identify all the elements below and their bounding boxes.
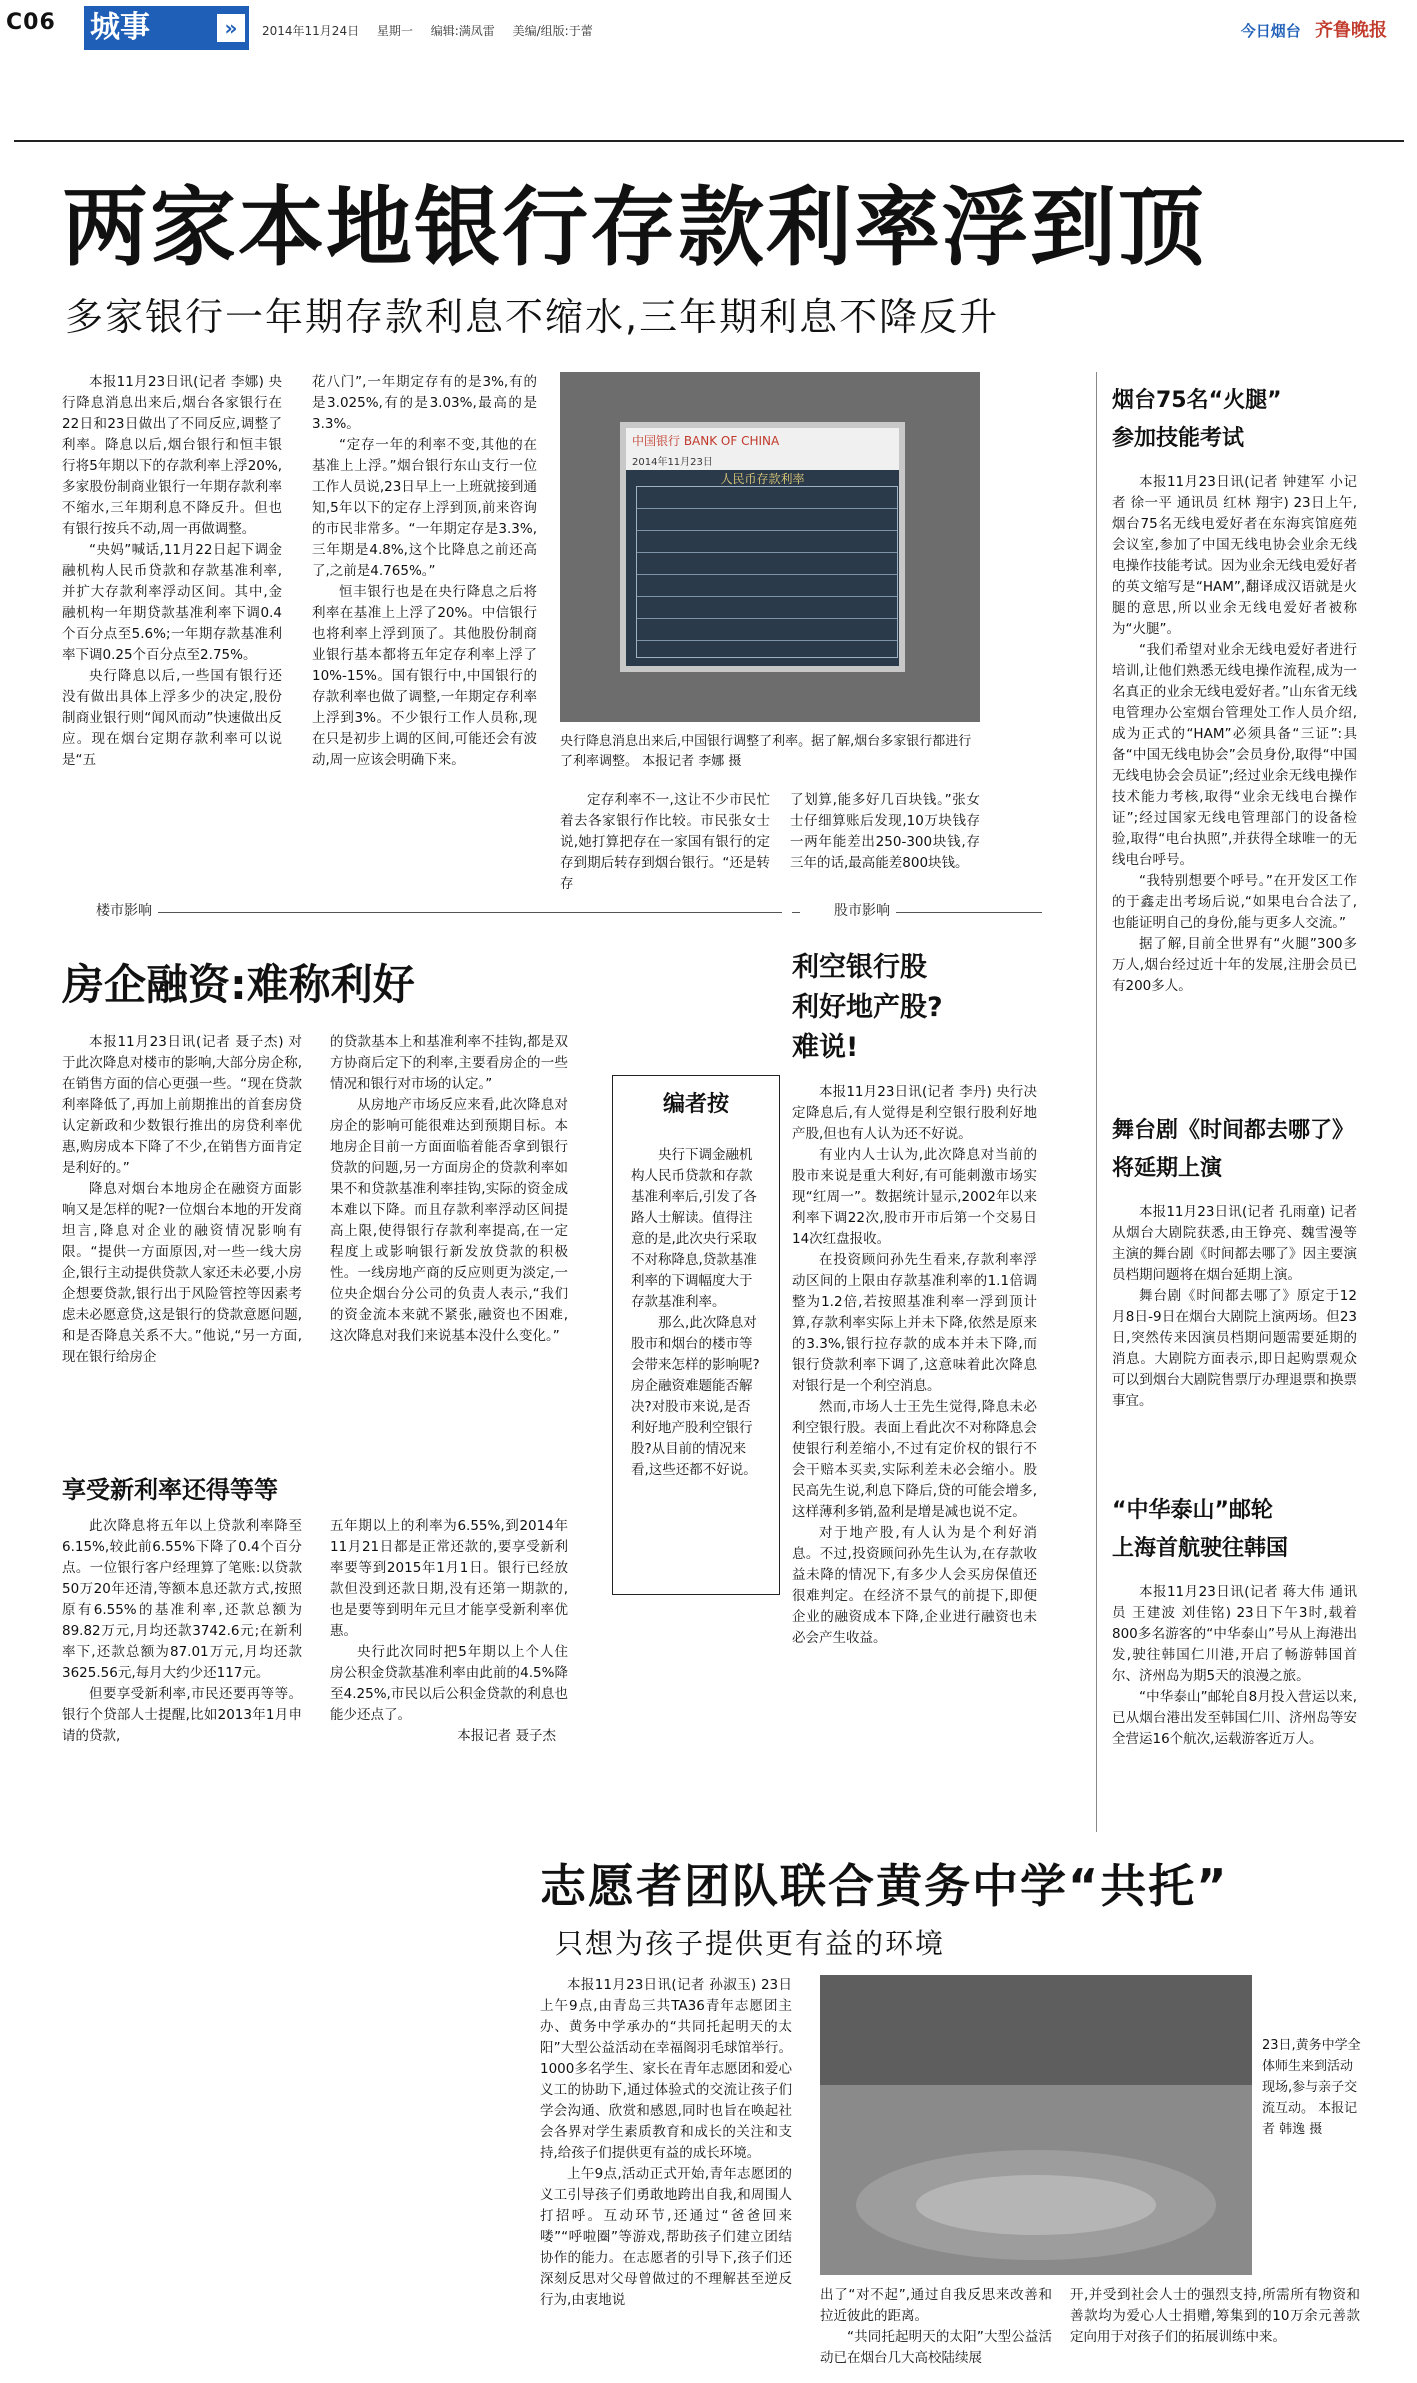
board-title: 人民币存款利率 [720, 472, 805, 486]
paragraph: 在投资顾问孙先生看来,存款利率浮动区间的上限由存款基准利率的1.1倍调整为1.2倍,若按照基准利率一浮到顶计算,存款利率实际上并未下降,依然是原来的3.3%,银行拉存款的成本并未下降,而银行贷款利率下调了,这意味着此次降息对银行是一个利空消息。 [792, 1252, 1037, 1394]
main-col2 [312, 372, 537, 771]
paragraph: 然而,市场人士王先生觉得,降息未必利空银行股。表面上看此次不对称降息会使银行利差缩小,不过有定价权的银行不会干赔本买卖,实际利差未必会缩小。股民高先生说,利息下降后,贷的可能会增多,这样薄利多销,盈利是增是减也说不定。 [792, 1399, 1037, 1520]
header-weekday: 星期一 [376, 24, 413, 38]
editor-note [612, 1075, 780, 1595]
paragraph: 本报11月23日讯(记者 孙淑玉) 23日上午9点,由青岛三共TA36青年志愿团主办、黄务中学承办的“共同托起明天的太阳”大型公益活动在幸福阁羽毛球馆举行。1000多名学生、家长在青年志愿团和爱心义工的协助下,通过体验式的交流让孩子们学会沟通、欣赏和感恩,同时也旨在唤起社会各界对学生素质教育和成长的关注和支持,给孩子们提供更有益的成长环境。 [540, 1977, 792, 2161]
paragraph: 央行降息以后,一些国有银行还没有做出具体上浮多少的决定,股份制商业银行则“闻风而动”快速做出反应。现在烟台定期存款利率可以说是“五 [62, 668, 282, 768]
paragraph: 据了解,目前全世界有“火腿”300多万人,烟台经过近十年的发展,注册会员已有200多人。 [1112, 936, 1357, 994]
stocks-tag: 股市影响 [800, 900, 896, 920]
paragraph: 对于地产股,有人认为是个利好消息。不过,投资顾问孙先生认为,在存款收益未降的情况下,有多少人会买房保值还很难判定。在经济不景气的前提下,即便企业的融资成本下降,企业进行融资也未必会产生收益。 [792, 1525, 1037, 1646]
title-line: “中华泰山”邮轮 [1112, 1498, 1273, 1523]
header-meta [262, 22, 607, 39]
section-title: 城事 [90, 10, 150, 45]
paragraph: “央妈”喊话,11月22日起下调金融机构人民币贷款和存款基准利率,并扩大存款利率浮动区间。其中,金融机构一年期贷款基准利率下调0.4个百分点至5.6%;一年期存款基准利率下调0.25个百分点至2.75%。 [62, 542, 282, 663]
section-label [84, 6, 249, 50]
title-line: 上海首航驶往韩国 [1112, 1536, 1289, 1561]
sidebar-story1-body [1112, 472, 1357, 997]
brand-logo: 齐鲁晚报 [1315, 20, 1387, 41]
volunteer-subtitle: 只想为孩子提供更有益的环境 [555, 1927, 946, 1960]
paragraph: 央行下调金融机构人民币贷款和存款基准利率后,引发了各路人士解读。值得注意的是,此次央行采取不对称降息,贷款基准利率的下调幅度大于存款基准利率。 [631, 1147, 757, 1310]
paragraph: 本报11月23日讯(记者 李丹) 央行决定降息后,有人觉得是利空银行股利好地产股,但也有人认为还不好说。 [792, 1084, 1037, 1142]
volunteer-col1 [540, 1975, 792, 2311]
rate-grid [636, 486, 898, 658]
title-line: 参加技能考试 [1112, 426, 1245, 451]
header-rule [14, 140, 1404, 142]
paragraph: 降息对烟台本地房企在融资方面影响又是怎样的呢?一位烟台本地的开发商坦言,降息对企业的融资情况影响有限。“提供一方面原因,对一些一线大房企,银行主动提供贷款人家还未必要,小房企想要贷款,银行出于风险管控等因素考虑未必愿意贷,这是银行的贷款意愿问题,和是否降息关系不大。”他说,“另一方面,现在银行给房企 [62, 1181, 302, 1365]
bank-photo-caption: 央行降息消息出来后,中国银行调整了利率。据了解,烟台多家银行都进行了利率调整。 本报记者 李娜 摄 [560, 734, 972, 769]
rate-board [620, 422, 905, 672]
brand-block [1241, 16, 1387, 42]
main-subheadline: 多家银行一年期存款利息不缩水,三年期利息不降反升 [65, 295, 1000, 339]
page-number: C06 [6, 10, 56, 35]
volunteer-col3 [1070, 2285, 1360, 2348]
paragraph: 舞台剧《时间都去哪了》原定于12月8日-9日在烟台大剧院上演两场。但23日,突然传来因演员档期问题需要延期的消息。大剧院方面表示,即日起购票观众可以到烟台大剧院售票厅办理退票和换票事宜。 [1112, 1288, 1357, 1409]
housing-byline: 本报记者 聂子杰 [457, 1728, 556, 1744]
volunteer-title: 志愿者团队联合黄务中学“共托” [540, 1859, 1229, 1913]
main-headline: 两家本地银行存款利率浮到顶 [62, 178, 1206, 278]
paragraph: 本报11月23日讯(记者 孔雨童) 记者从烟台大剧院获悉,由王铮亮、魏雪漫等主演的舞台剧《时间都去哪了》因主要演员档期问题将在烟台延期上演。 [1112, 1204, 1357, 1283]
paragraph: 定存利率不一,这让不少市民忙着去各家银行作比较。市民张女士说,她打算把存在一家国有银行的定存到期后转存到烟台银行。“还是转存 [560, 792, 770, 892]
paragraph: “我们希望对业余无线电爱好者进行培训,让他们熟悉无线电操作流程,成为一名真正的业余无线电爱好者。”山东省无线电管理办公室烟台管理处工作人员介绍,成为正式的“HAM”必须具备“三证”:具备“中国无线电协会”会员身份,取得“中国无线电协会会员证”;经过业余无线电操作技术能力考核,取得“业余无线电台操作证”;经过国家无线电管理部门的设备检验,取得“电台执照”,并获得全球唯一的无线电台呼号。 [1112, 642, 1357, 868]
stocks-title-line: 利空银行股 [792, 952, 927, 983]
sidebar-story1-title [1112, 382, 1282, 458]
paragraph: “定存一年的利率不变,其他的在基准上上浮。”烟台银行东山支行一位工作人员说,23日早上一上班就接到通知,5年以下的定存上浮到顶,前来咨询的市民非常多。“一年期定存是3.3%,三年期是4.8%,这个比降息之前还高了,之前是4.765%。” [312, 437, 537, 579]
paragraph: 有业内人士认为,此次降息对当前的股市来说是重大利好,有可能刺激市场实现“红周一”。数据统计显示,2002年以来利率下调22次,股市开市后第一个交易日14次红盘报收。 [792, 1147, 1037, 1247]
paragraph: 了划算,能多好几百块钱。”张女士仔细算账后发现,10万块钱存一两年能差出250-300块钱,存三年的话,最高能差800块钱。 [790, 792, 980, 871]
housing-rule [62, 912, 782, 913]
paragraph: 出了“对不起”,通过自我反思来改善和拉近彼此的距离。 [820, 2287, 1052, 2324]
paragraph: “共同托起明天的太阳”大型公益活动已在烟台几大高校陆续展 [820, 2329, 1052, 2366]
paragraph: 从房地产市场反应来看,此次降息对房企的影响可能很难达到预期目标。本地房企目前一方面面临着能否拿到银行贷款的问题,另一方面房企的贷款利率如果不和贷款基准利率挂钩,实际的资金成本难以下降。而且存款利率浮动区间提高上限,使得银行存款利率提高,在一定程度上或影响银行新发放贷款的积极性。一线房地产商的反应则更为淡定,一位央企烟台分公司的负责人表示,“我们的资金流本来就不紧张,融资也不困难,这次降息对我们来说基本没什么变化。” [330, 1097, 568, 1344]
header-editor: 编辑:满凤雷 [430, 24, 495, 38]
stocks-title-line: 难说! [792, 1032, 859, 1063]
stocks-title-line: 利好地产股? [792, 992, 943, 1023]
main-col1 [62, 372, 282, 771]
title-line: 舞台剧《时间都去哪了》 [1112, 1118, 1355, 1143]
volunteer-col2 [820, 2285, 1052, 2369]
paragraph: 本报11月23日讯(记者 聂子杰) 对于此次降息对楼市的影响,大部分房企称,在销售方面的信心更强一些。“现在贷款利率降低了,再加上前期推出的首套房贷认定新政和少数银行推出的房贷利率优惠,购房成本下降了不少,在销售方面肯定是利好的。” [62, 1034, 302, 1176]
board-date: 2014年11月23日 [632, 457, 713, 468]
title-line: 烟台75名“火腿” [1112, 388, 1282, 413]
housing-title: 房企融资:难称利好 [62, 960, 415, 1009]
rate-board-header [626, 428, 899, 470]
title-line: 将延期上演 [1112, 1156, 1223, 1181]
paragraph: 的贷款基本上和基准利率不挂钩,都是双方协商后定下的利率,主要看房企的一些情况和银行对市场的认定。” [330, 1034, 568, 1092]
paragraph: 央行此次同时把5年期以上个人住房公积金贷款基准利率由此前的4.5%降至4.25%,市民以后公积金贷款的利息也能少还点了。 [330, 1644, 568, 1723]
paragraph: 花八门”,一年期定存有的是3%,有的是3.025%,有的是3.03%,最高的是3.3%。 [312, 374, 537, 432]
sidebar-story3-title [1112, 1492, 1288, 1568]
header-design: 美编/组版:于蕾 [512, 24, 593, 38]
volunteer-photo [820, 1975, 1252, 2275]
paragraph: 那么,此次降息对股市和烟台的楼市等会带来怎样的影响呢?房企融资难题能否解决?对股市来说,是否利好地产股利空银行股?从目前的情况来看,这些还都不好说。 [631, 1315, 760, 1478]
stocks-title [792, 948, 943, 1068]
housing-sub-col1 [62, 1516, 302, 1747]
paragraph: 但要享受新利率,市民还要再等等。银行个贷部人士提醒,比如2013年1月申请的贷款, [62, 1686, 302, 1744]
sidebar-divider [1096, 372, 1097, 1832]
paragraph: 本报11月23日讯(记者 钟建军 小记者 徐一平 通讯员 红林 翔宇) 23日上午,烟台75名无线电爱好者在东海宾馆庭苑会议室,参加了中国无线电协会业余无线电操作技能考试。因为业余无线电爱好者的英文缩写是“HAM”,翻译成汉语就是火腿的意思,所以业余无线电爱好者被称为“火腿”。 [1112, 474, 1357, 637]
bank-rate-photo [560, 372, 980, 722]
paragraph: “中华泰山”邮轮自8月投入营运以来,已从烟台港出发至韩国仁川、济州岛等安全营运16个航次,运载游客近万人。 [1112, 1689, 1357, 1747]
paragraph: 本报11月23日讯(记者 蒋大伟 通讯员 王建波 刘佳铭) 23日下午3时,载着800多名游客的“中华泰山”号从上海港出发,驶往韩国仁川港,开启了畅游韩国首尔、济州岛为期5天的浪漫之旅。 [1112, 1584, 1357, 1684]
today-label: 今日烟台 [1240, 22, 1301, 40]
paragraph: 本报11月23日讯(记者 李娜) 央行降息消息出来后,烟台各家银行在22日和23日做出了不同反应,调整了利率。降息以后,烟台银行和恒丰银行将5年期以下的存款利率上浮20%,多家股份制商业银行一年期存款利率不缩水,三年期利息不降反升。但也有银行按兵不动,周一再做调整。 [62, 374, 282, 537]
housing-subtitle: 享受新利率还得等等 [62, 1476, 278, 1504]
header-date: 2014年11月24日 [262, 24, 360, 38]
housing-tag: 楼市影响 [62, 900, 158, 920]
paragraph: 五年期以上的利率为6.55%,到2014年11月21日都是正常还款的,要享受新利率要等到2015年1月1日。银行已经放款但没到还款日期,没有还第一期款的,也是要等到明年元旦才能享受新利率优惠。 [330, 1518, 568, 1639]
paragraph: 恒丰银行也是在央行降息之后将利率在基准上上浮了20%。中信银行也将利率上浮到顶了。其他股份制商业银行基本都将五年定存利率上浮了10%-15%。国有银行中,中国银行的存款利率也做了调整,一年期定存利率上浮到3%。不少银行工作人员称,现在只是初步上调的区间,可能还会有波动,周一应该会明确下来。 [312, 584, 537, 768]
sidebar-story2-body [1112, 1202, 1357, 1412]
editor-note-title: 编者按 [662, 1092, 729, 1117]
main-col3 [560, 790, 770, 895]
double-chevron-icon: » [217, 14, 245, 42]
stocks-col [792, 1082, 1037, 1649]
volunteer-photo-caption: 23日,黄务中学全体师生来到活动现场,参与亲子交流互动。 本报记者 韩逸 摄 [1262, 2038, 1361, 2137]
sidebar-story3-body [1112, 1582, 1357, 1750]
paragraph: 上午9点,活动正式开始,青年志愿团的义工引导孩子们勇敢地跨出自我,和周围人打招呼。互动环节,还通过“爸爸回来喽”“呼啦圈”等游戏,帮助孩子们建立团结协作的能力。在志愿者的引导下,孩子们还深刻反思对父母曾做过的不理解甚至逆反行为,由衷地说 [540, 2166, 792, 2308]
paragraph: 开,并受到社会人士的强烈支持,所需所有物资和善款均为爱心人士捐赠,筹集到的10万余元善款定向用于对孩子们的拓展训练中来。 [1070, 2287, 1360, 2345]
housing-col1 [62, 1032, 302, 1368]
main-col4 [790, 790, 980, 874]
bank-name: 中国银行 BANK OF CHINA [632, 434, 780, 448]
crowd-photo-illustration [820, 1975, 1252, 2275]
sidebar-story2-title [1112, 1112, 1354, 1188]
housing-col2 [330, 1032, 568, 1347]
paragraph: 此次降息将五年以上贷款利率降至6.15%,较此前6.55%下降了0.4个百分点。一位银行客户经理算了笔账:以贷款50万20年还清,等额本息还款方式,按照原有6.55%的基准利率,还款总额为89.82万元,月均还款3742.6元;在新利率下,还款总额为87.01万元,月均还款3625.56元,每月大约少还117元。 [62, 1518, 302, 1681]
paragraph: “我特别想要个呼号。”在开发区工作的于鑫走出考场后说,“如果电台合法了,也能证明自己的身份,能与更多人交流。” [1112, 873, 1357, 931]
housing-sub-col2 [330, 1516, 568, 1747]
